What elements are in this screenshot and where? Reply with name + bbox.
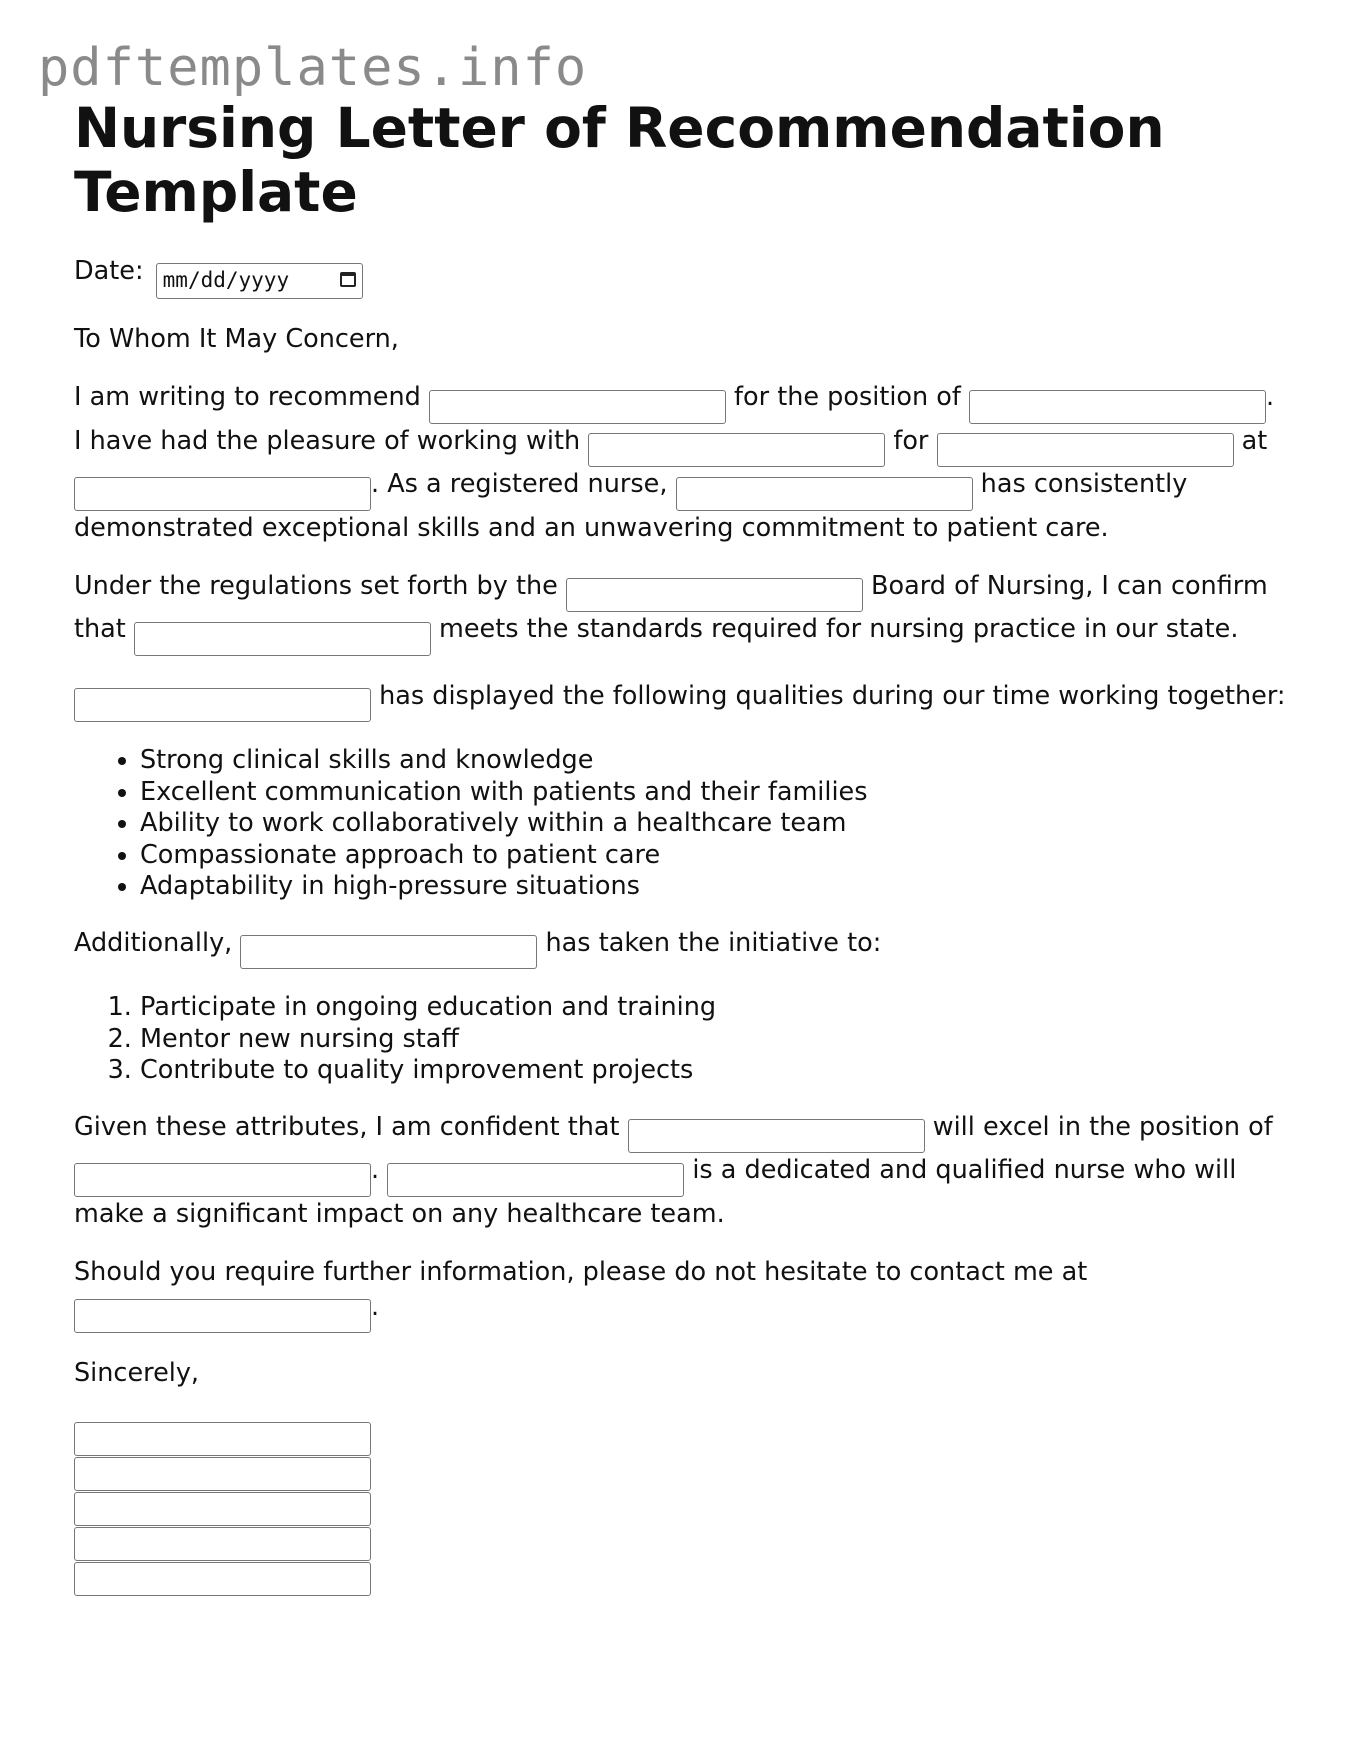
signer-name-field[interactable]	[74, 1422, 371, 1456]
candidate-name-field-2[interactable]	[588, 433, 885, 467]
text: Board of Nursing, I can confirm that	[74, 570, 1268, 644]
text: . As a registered nurse,	[371, 469, 668, 499]
text: has displayed the following qualities during our time working together:	[379, 680, 1286, 711]
list-item: 2. Mentor new nursing staff	[140, 1024, 1289, 1056]
signer-phone-field[interactable]	[74, 1527, 371, 1561]
candidate-name-field-4[interactable]	[134, 622, 431, 656]
signer-organization-field[interactable]	[74, 1492, 371, 1526]
text: has consistently demonstrated exceptional skills and an unwavering commitment to patient care.	[74, 469, 1188, 543]
paragraph-confidence	[74, 1110, 1289, 1232]
text: at	[1241, 425, 1268, 456]
list-item: • Ability to work collaboratively within a healthcare team	[140, 808, 1289, 840]
candidate-name-field-3[interactable]	[676, 477, 973, 511]
text: Additionally,	[74, 927, 233, 958]
watermark: pdftemplates.info	[38, 38, 588, 98]
closing: Sincerely,	[74, 1358, 200, 1388]
candidate-name-field-6[interactable]	[240, 935, 537, 969]
paragraph-initiative	[74, 926, 1289, 970]
candidate-name-field-5[interactable]	[74, 688, 371, 722]
list-item: • Adaptability in high-pressure situations	[140, 871, 1289, 903]
list-item: • Compassionate approach to patient care	[140, 840, 1289, 872]
paragraph-qualities	[74, 679, 1289, 723]
list-item: • Excellent communication with patients and their families	[140, 777, 1289, 809]
list-item: 3. Contribute to quality improvement projects	[140, 1055, 1289, 1087]
state-field[interactable]	[566, 578, 863, 612]
text: for the position of	[734, 382, 961, 412]
text: Should you require further information, please do not hesitate to contact me at	[74, 1256, 1088, 1287]
letter-page	[74, 96, 1289, 1596]
initiatives-list	[74, 992, 1289, 1087]
date-label: Date:	[74, 256, 144, 286]
position-field-2[interactable]	[74, 1163, 371, 1197]
paragraph-contact	[74, 1255, 1289, 1334]
salutation: To Whom It May Concern,	[74, 324, 399, 354]
duration-field[interactable]	[937, 433, 1234, 467]
date-row	[74, 254, 1289, 299]
signature-block	[74, 1422, 1289, 1596]
qualities-list	[74, 745, 1289, 903]
text: Given these attributes, I am confident that	[74, 1111, 620, 1142]
signer-email-field[interactable]	[74, 1562, 371, 1596]
text: .	[371, 1291, 380, 1322]
text: for	[893, 425, 929, 456]
paragraph-regulations	[74, 569, 1289, 656]
text: Under the regulations set forth by the	[74, 570, 558, 601]
date-input[interactable]	[156, 263, 363, 299]
candidate-name-field-8[interactable]	[387, 1163, 684, 1197]
calendar-icon[interactable]	[340, 272, 356, 287]
text: is a dedicated and qualified nurse who will make a significant impact on any healthcare team.	[74, 1155, 1237, 1229]
text: I am writing to recommend	[74, 382, 421, 412]
list-item: • Strong clinical skills and knowledge	[140, 745, 1289, 777]
contact-info-field[interactable]	[74, 1299, 371, 1333]
text: . I have had the pleasure of working with	[74, 382, 1275, 456]
text: .	[371, 1155, 380, 1185]
workplace-field[interactable]	[74, 477, 371, 511]
position-field[interactable]	[969, 390, 1266, 424]
paragraph-recommendation	[74, 380, 1289, 546]
candidate-name-field-7[interactable]	[628, 1119, 925, 1153]
text: has taken the initiative to:	[545, 927, 882, 958]
list-item: 1. Participate in ongoing education and training	[140, 992, 1289, 1024]
text: meets the standards required for nursing practice in our state.	[439, 614, 1239, 644]
text: will excel in the position of	[932, 1111, 1273, 1142]
signer-title-field[interactable]	[74, 1457, 371, 1491]
date-placeholder: mm/dd/yyyy	[162, 268, 290, 292]
candidate-name-field[interactable]	[429, 390, 726, 424]
page-title: Nursing Letter of Recommendation Template	[74, 96, 1165, 224]
